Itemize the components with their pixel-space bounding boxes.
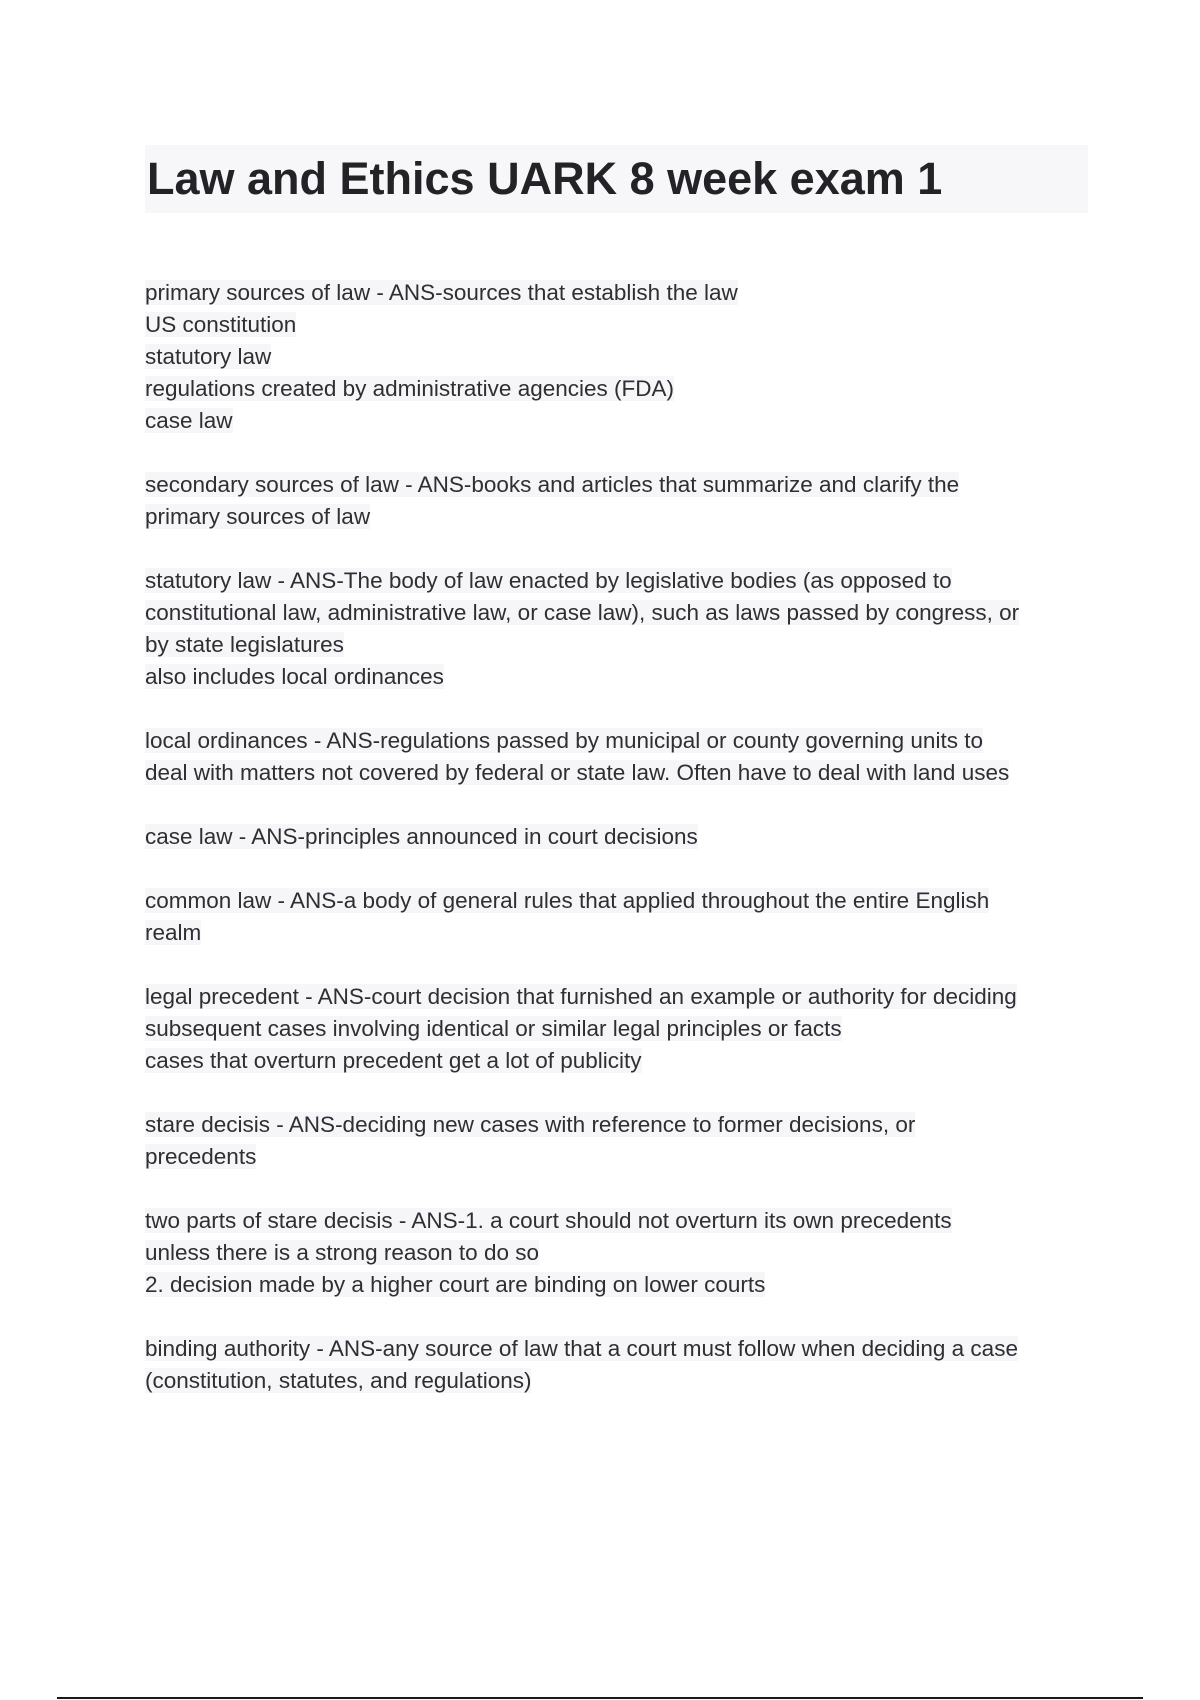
entry-line	[145, 1237, 1095, 1269]
entry-line	[145, 661, 1095, 693]
entry-line	[145, 277, 1095, 309]
flashcard-entry	[145, 821, 1095, 853]
footer-divider	[57, 1697, 1143, 1699]
title-block	[145, 145, 1088, 213]
entry-line	[145, 405, 1095, 437]
entry-line-text: unless there is a strong reason to do so	[145, 1240, 539, 1265]
entry-line	[145, 1045, 1095, 1077]
entry-line	[145, 917, 1095, 949]
entry-line-text: legal precedent - ANS-court decision that furnished an example or authority for deciding	[145, 984, 1017, 1009]
entry-line	[145, 1013, 1095, 1045]
entry-line-text: precedents	[145, 1144, 257, 1169]
entry-line	[145, 981, 1095, 1013]
entry-line	[145, 1333, 1095, 1365]
entry-line	[145, 1205, 1095, 1237]
entry-line	[145, 629, 1095, 661]
flashcard-entry	[145, 1109, 1095, 1173]
flashcard-entry	[145, 565, 1095, 693]
flashcard-entry	[145, 981, 1095, 1077]
flashcard-entry	[145, 725, 1095, 789]
entry-line-text: (constitution, statutes, and regulations)	[145, 1368, 532, 1393]
entry-line-text: local ordinances - ANS-regulations passed by municipal or county governing units to	[145, 728, 983, 753]
entry-line	[145, 597, 1095, 629]
flashcard-entry	[145, 885, 1095, 949]
entry-line	[145, 469, 1095, 501]
entry-line	[145, 1141, 1095, 1173]
entry-line	[145, 821, 1095, 853]
entry-line-text: statutory law	[145, 344, 272, 369]
entry-line-text: stare decisis - ANS-deciding new cases with reference to former decisions, or	[145, 1112, 916, 1137]
entry-line-text: also includes local ordinances	[145, 664, 444, 689]
entry-line	[145, 501, 1095, 533]
entry-line	[145, 1365, 1095, 1397]
entry-line	[145, 373, 1095, 405]
entry-line-text: binding authority - ANS-any source of law that a court must follow when deciding a case	[145, 1336, 1018, 1361]
entry-line	[145, 309, 1095, 341]
entry-line-text: primary sources of law - ANS-sources that establish the law	[145, 280, 738, 305]
entry-line-text: US constitution	[145, 312, 297, 337]
entry-line-text: case law	[145, 408, 233, 433]
entry-line-text: regulations created by administrative agencies (FDA)	[145, 376, 674, 401]
entry-line-text: cases that overturn precedent get a lot of publicity	[145, 1048, 642, 1073]
entry-line	[145, 565, 1095, 597]
entry-line	[145, 341, 1095, 373]
entry-line-text: common law - ANS-a body of general rules that applied throughout the entire English	[145, 888, 990, 913]
entry-line	[145, 885, 1095, 917]
entry-line-text: 2. decision made by a higher court are binding on lower courts	[145, 1272, 766, 1297]
entry-line-text: constitutional law, administrative law, or case law), such as laws passed by congress, or	[145, 600, 1020, 625]
entry-line-text: by state legislatures	[145, 632, 344, 657]
flashcard-entry	[145, 277, 1095, 437]
entry-line-text: realm	[145, 920, 202, 945]
flashcard-entry	[145, 469, 1095, 533]
entry-line-text: deal with matters not covered by federal or state law. Often have to deal with land uses	[145, 760, 1010, 785]
entry-line	[145, 1269, 1095, 1301]
entry-line-text: two parts of stare decisis - ANS-1. a court should not overturn its own precedents	[145, 1208, 952, 1233]
flashcard-entry	[145, 1333, 1095, 1397]
document-title: Law and Ethics UARK 8 week exam 1	[147, 153, 943, 204]
entry-line-text: statutory law - ANS-The body of law enacted by legislative bodies (as opposed to	[145, 568, 952, 593]
flashcard-entry	[145, 1205, 1095, 1301]
entry-line	[145, 725, 1095, 757]
entry-line-text: secondary sources of law - ANS-books and articles that summarize and clarify the	[145, 472, 960, 497]
flashcard-list	[145, 277, 1095, 1429]
entry-line	[145, 1109, 1095, 1141]
entry-line-text: case law - ANS-principles announced in court decisions	[145, 824, 698, 849]
entry-line-text: primary sources of law	[145, 504, 371, 529]
entry-line	[145, 757, 1095, 789]
entry-line-text: subsequent cases involving identical or similar legal principles or facts	[145, 1016, 842, 1041]
